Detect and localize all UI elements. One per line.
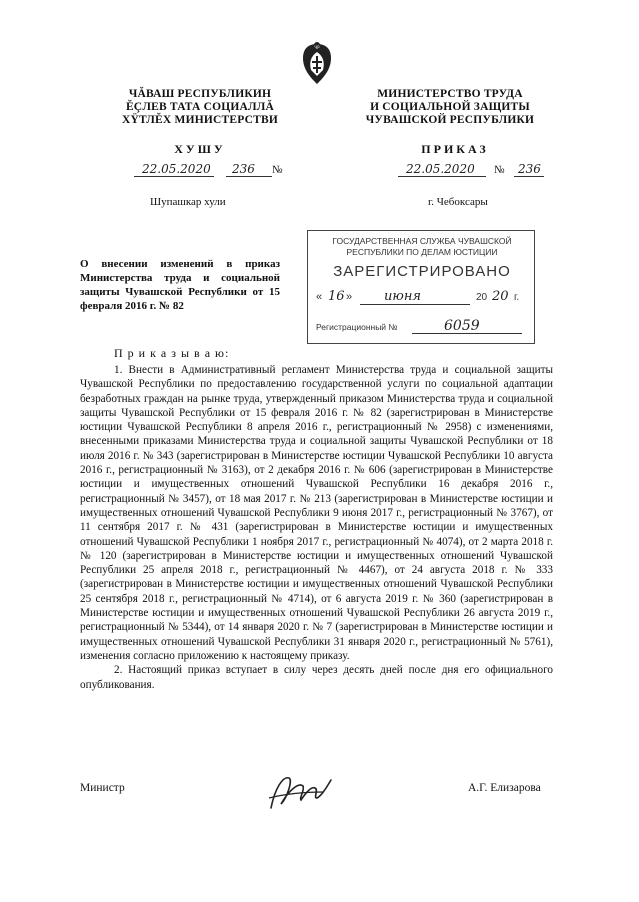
stamp-line2: РЕСПУБЛИКИ ПО ДЕЛАМ ЮСТИЦИИ (346, 247, 498, 257)
stamp-reg-number: 6059 (444, 318, 480, 334)
number-right: 236 (518, 162, 541, 176)
header-right-line3: ЧУВАШСКОЙ РЕСПУБЛИКИ (365, 114, 535, 126)
stamp-year-prefix: 20 (476, 292, 488, 303)
date-left: 22.05.2020 (142, 162, 211, 176)
header-right-line1: МИНИСТЕРСТВО ТРУДА (377, 88, 523, 100)
date-line-left (112, 160, 292, 180)
header-right-line2: И СОЦИАЛЬНОЙ ЗАЩИТЫ (370, 101, 530, 113)
signature-mark (265, 768, 335, 816)
order-word: П р и к а з ы в а ю: (114, 346, 230, 360)
stamp-reg-label: Регистрационный № (316, 322, 398, 332)
signature-position: Министр (80, 782, 125, 794)
number-left: 236 (232, 162, 255, 176)
date-right: 22.05.2020 (406, 162, 475, 176)
header-left-line2: ĔÇЛЕВ ТАТА СОЦИАЛЛĂ (125, 101, 275, 113)
emblem (297, 40, 337, 88)
header-left-line1: ЧĂВАШ РЕСПУБЛИКИН (128, 88, 272, 100)
number-sign-left: № (272, 164, 283, 176)
stamp-day: 16 (328, 289, 345, 304)
stamp-month: июня (384, 289, 421, 304)
stamp-year-unit: г. (514, 292, 520, 303)
stamp-line1: ГОСУДАРСТВЕННАЯ СЛУЖБА ЧУВАШСКОЙ (332, 236, 512, 246)
stamp-quote-close: » (346, 291, 353, 303)
registration-stamp (307, 230, 535, 344)
header-left (100, 88, 300, 127)
doc-type-chuvash: ХУШУ (174, 142, 226, 156)
header-right (360, 88, 540, 127)
stamp-registered: ЗАРЕГИСТРИРОВАНО (333, 263, 511, 280)
header-left-line3: ХŸТЛĔХ МИНИСТЕРСТВИ (121, 114, 279, 126)
svg-text:ЧР: ЧР (314, 45, 320, 50)
stamp-quote-open: « (316, 291, 323, 303)
body (80, 363, 553, 692)
signature-name: А.Г. Елизарова (468, 782, 541, 794)
paragraph-1: 1. Внести в Административный регламент Министерства труда и социальной защиты Чувашской Республики по предоставлению государственной услуги по социальной адаптации безработных граждан на рынке труда, утвержденный приказом Министерства труда и социальной защиты Чувашской Республики от 15 февраля 2016 г. № 82 (зарегистрирован в Министерстве юстиции Чувашской Республики 8 апреля 2016 г., регистрационный № 2958) с изменениями, внесенными приказами Министерства труда и социальной защиты Чувашской Республики от 18 июля 2016 г. № 343 (зарегистрирован в Министерстве юстиции Чувашской Республики 10 августа 2016 г., регистрационный № 3163), от 2 декабря 2016 г. № 606 (зарегистрирован в Министерстве юстиции и имущественных отношений Чувашской Республики 16 декабря 2016 г., регистрационный № 3457), от 18 мая 2017 г. № 213 (зарегистрирован в Министерстве юстиции и имущественных отношений Чувашской Республики 9 июня 2017 г., регистрационный № 3767), от 11 сентября 2017 г. № 431 (зарегистрирован в Министерстве юстиции и имущественных отношений Чувашской Республики 1 ноября 2017 г., регистрационный № 4074), от 2 марта 2018 г. № 120 (зарегистрирован в Министерстве юстиции и имущественных отношений Чувашской Республики 25 апреля 2018 г., регистрационный № 4467), от 24 августа 2018 г. № 333 (зарегистрирован в Министерстве юстиции и имущественных отношений Чувашской Республики 25 сентября 2018 г., регистрационный № 4714), от 6 августа 2019 г. № 360 (зарегистрирован в Министерстве юстиции и имущественных отношений Чувашской Республики 26 августа 2019 г., регистрационный № 5344), от 14 января 2020 г. № 7 (зарегистрирован в Министерстве юстиции и имущественных отношений Чувашской Республики 31 января 2020 г., регистрационный № 5761), изменения согласно приложению к настоящему приказу. (80, 364, 553, 662)
stamp-reg-row (316, 319, 528, 337)
place-right: г. Чебоксары (428, 196, 488, 208)
place-left: Шупашкар хули (150, 196, 226, 208)
date-line-right (398, 160, 558, 180)
stamp-year-suffix: 20 (492, 289, 509, 304)
doc-type-russian: ПРИКАЗ (421, 142, 489, 156)
paragraph-2: 2. Настоящий приказ вступает в силу через десять дней после дня его официального опубликования. (80, 664, 553, 691)
stamp-date-row (316, 289, 528, 309)
number-sign-right: № (494, 164, 505, 176)
subject: О внесении изменений в приказ Министерства труда и социальной защиты Чувашской Республики от 15 февраля 2016 г. № 82 (80, 258, 280, 312)
